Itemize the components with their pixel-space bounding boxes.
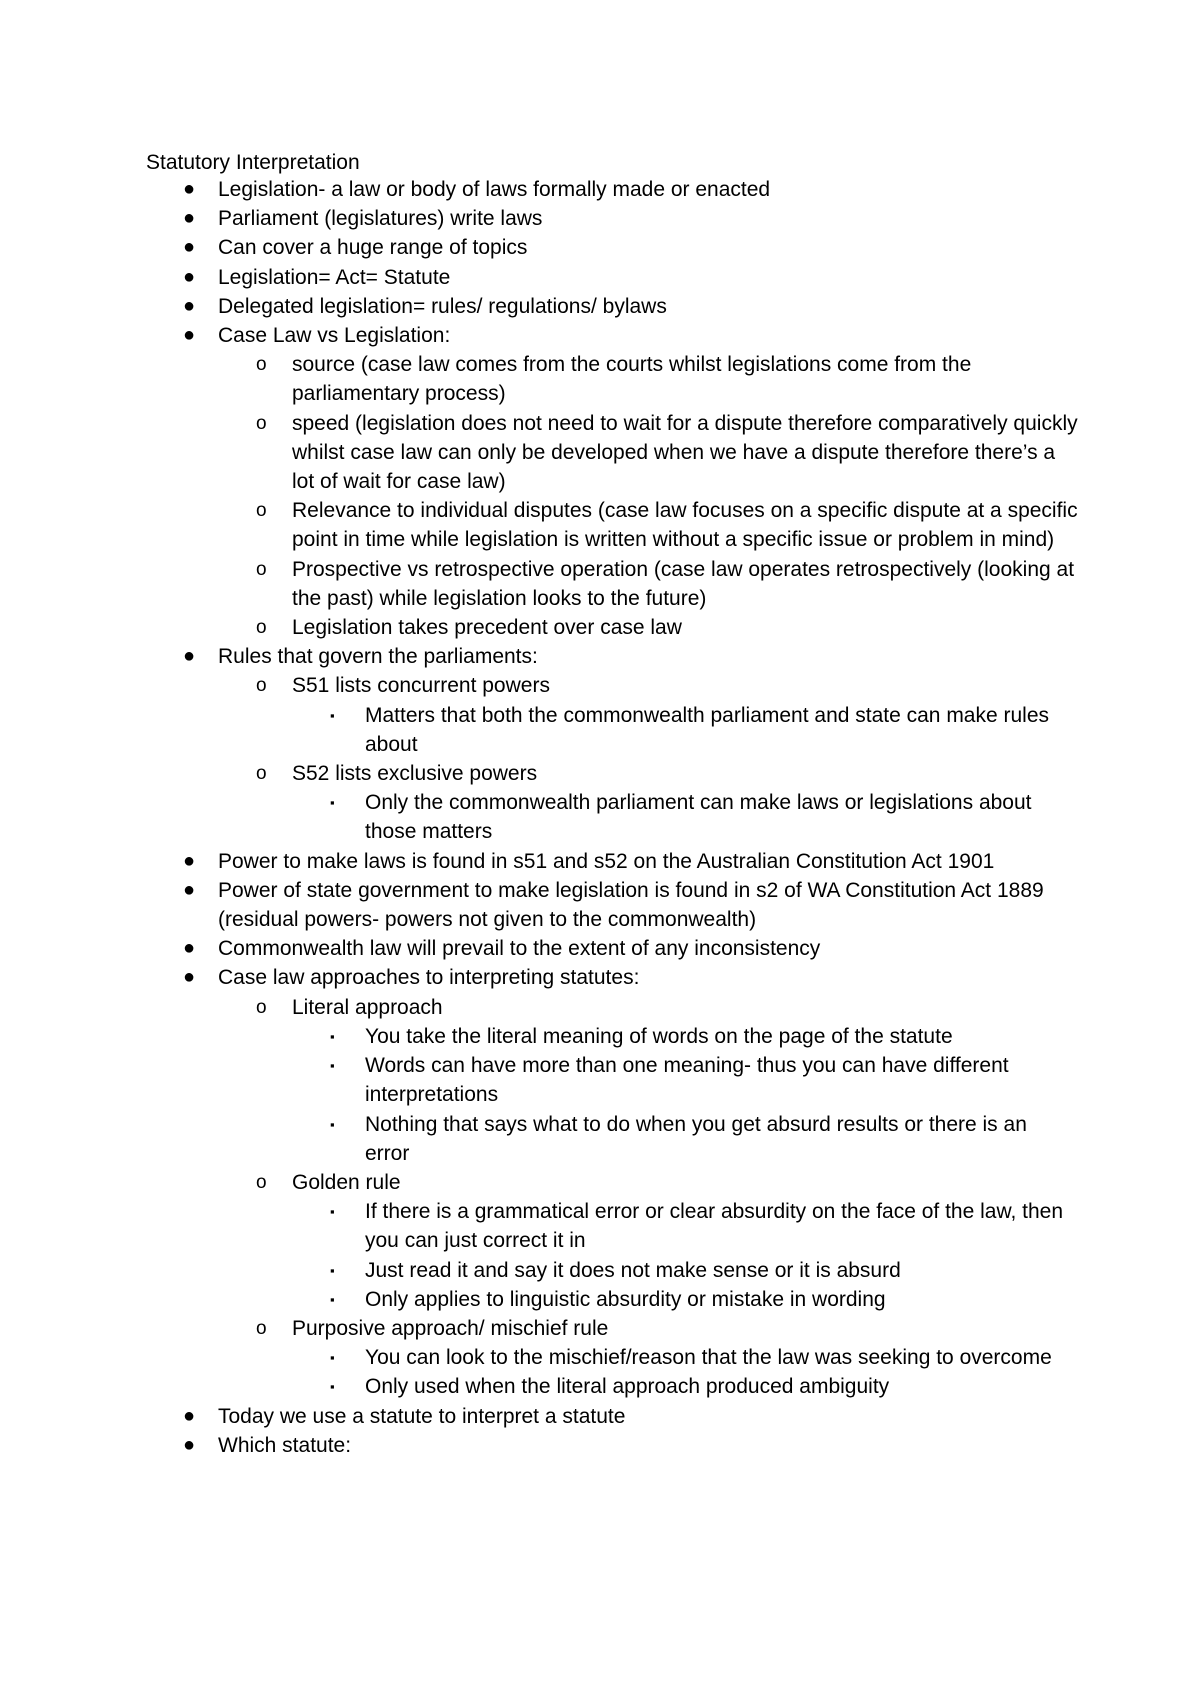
list-item-text: If there is a grammatical error or clear absurdity on the face of the law, then you can just correct it in <box>365 1200 1064 1253</box>
list-item <box>0 292 1200 321</box>
list-item <box>0 175 1200 204</box>
list-item-text: Literal approach <box>292 995 443 1019</box>
bullet-dot-icon: ● <box>183 645 196 668</box>
list-item-text: Prospective vs retrospective operation (case law operates retrospectively (looking at the past) while legislation looks to the future) <box>292 557 1075 610</box>
bullet-square-icon: ▪ <box>330 1379 335 1395</box>
bullet-square-icon: ▪ <box>330 1204 335 1220</box>
document-title: Statutory Interpretation <box>146 151 360 174</box>
bullet-square-icon: ▪ <box>330 795 335 811</box>
bullet-dot-icon: ● <box>183 207 196 230</box>
bullet-circle-icon: o <box>256 1171 267 1193</box>
list-item-text: Power to make laws is found in s51 and s52 on the Australian Constitution Act 1901 <box>218 849 995 873</box>
list-item <box>0 613 1200 642</box>
list-item <box>0 1022 1200 1051</box>
bullet-circle-icon: o <box>256 558 267 580</box>
bullet-circle-icon: o <box>256 412 267 434</box>
list-item-text: Which statute: <box>218 1433 352 1457</box>
list-item <box>0 788 1200 846</box>
list-item-text: Relevance to individual disputes (case law focuses on a specific dispute at a specific point in time while legislation is written without a specific issue or problem in mind) <box>292 499 1078 552</box>
list-item-text: Legislation- a law or body of laws formally made or enacted <box>218 178 771 201</box>
bullet-dot-icon: ● <box>183 324 196 347</box>
list-item <box>0 876 1200 934</box>
list-item <box>0 1402 1200 1431</box>
list-item-text: Only the commonwealth parliament can make laws or legislations about those matters <box>365 791 1032 844</box>
list-item <box>0 263 1200 292</box>
list-item <box>0 321 1200 350</box>
list-item <box>0 1285 1200 1314</box>
list-item <box>0 963 1200 992</box>
bullet-square-icon: ▪ <box>330 1291 335 1307</box>
list-item-text: You take the literal meaning of words on the page of the statute <box>365 1024 953 1048</box>
list-item <box>0 204 1200 233</box>
list-item <box>0 1314 1200 1343</box>
list-item <box>0 1110 1200 1168</box>
bullet-circle-icon: o <box>256 354 267 376</box>
list-item-text: Can cover a huge range of topics <box>218 236 528 260</box>
bullet-circle-icon: o <box>256 1317 267 1339</box>
list-item-text: Matters that both the commonwealth parliament and state can make rules about <box>365 703 1050 756</box>
list-item <box>0 1197 1200 1255</box>
bullet-dot-icon: ● <box>183 294 196 317</box>
list-item-text: Commonwealth law will prevail to the extent of any inconsistency <box>218 937 821 961</box>
list-item <box>0 496 1200 554</box>
list-item-text: S52 lists exclusive powers <box>292 762 538 786</box>
list-item-text: Rules that govern the parliaments: <box>218 645 538 669</box>
list-item <box>0 1051 1200 1109</box>
list-item-text: Legislation= Act= Statute <box>218 265 451 289</box>
bullet-square-icon: ▪ <box>330 1028 335 1044</box>
bullet-dot-icon: ● <box>183 1404 196 1427</box>
list-item <box>0 1343 1200 1372</box>
list-item-text: Delegated legislation= rules/ regulations/ bylaws <box>218 294 667 318</box>
bullet-square-icon: ▪ <box>330 1116 335 1132</box>
bullet-circle-icon: o <box>256 675 267 697</box>
bullet-square-icon: ▪ <box>330 1262 335 1278</box>
bullet-dot-icon: ● <box>183 178 196 200</box>
bullet-circle-icon: o <box>256 996 267 1018</box>
list-item-text: Golden rule <box>292 1170 401 1194</box>
list-item <box>0 934 1200 963</box>
list-item <box>0 701 1200 759</box>
notes-list <box>0 175 1200 1460</box>
list-item-text: S51 lists concurrent powers <box>292 674 550 698</box>
list-item-text: speed (legislation does not need to wait for a dispute therefore comparatively quickly whilst case law can only be developed when we have a dispute therefore there’s a lot of wait for case law) <box>292 411 1078 494</box>
bullet-circle-icon: o <box>256 617 267 639</box>
list-item <box>0 233 1200 262</box>
bullet-dot-icon: ● <box>183 849 196 872</box>
list-item <box>0 1431 1200 1460</box>
list-item <box>0 847 1200 876</box>
bullet-square-icon: ▪ <box>330 1058 335 1074</box>
list-item-text: Case law approaches to interpreting statutes: <box>218 966 640 990</box>
list-item-text: Case Law vs Legislation: <box>218 324 451 348</box>
list-item-text: Words can have more than one meaning- thus you can have different interpretations <box>365 1054 1009 1107</box>
list-item-text: Purposive approach/ mischief rule <box>292 1316 609 1340</box>
bullet-square-icon: ▪ <box>330 1350 335 1366</box>
list-item-text: source (case law comes from the courts whilst legislations come from the parliamentary process) <box>292 353 972 406</box>
list-item <box>0 350 1200 408</box>
list-item <box>0 671 1200 700</box>
bullet-dot-icon: ● <box>183 236 196 259</box>
list-item-text: You can look to the mischief/reason that the law was seeking to overcome <box>365 1346 1052 1370</box>
bullet-dot-icon: ● <box>183 878 196 901</box>
list-item-text: Only applies to linguistic absurdity or mistake in wording <box>365 1287 886 1311</box>
list-item <box>0 555 1200 613</box>
list-item <box>0 993 1200 1022</box>
list-item <box>0 1256 1200 1285</box>
list-item <box>0 1372 1200 1401</box>
bullet-dot-icon: ● <box>183 937 196 960</box>
bullet-circle-icon: o <box>256 763 267 785</box>
bullet-circle-icon: o <box>256 500 267 522</box>
list-item-text: Parliament (legislatures) write laws <box>218 207 543 231</box>
list-item <box>0 642 1200 671</box>
list-item-text: Nothing that says what to do when you get absurd results or there is an error <box>365 1112 1027 1165</box>
bullet-dot-icon: ● <box>183 966 196 989</box>
bullet-dot-icon: ● <box>183 265 196 288</box>
bullet-square-icon: ▪ <box>330 707 335 723</box>
list-item <box>0 759 1200 788</box>
bullet-dot-icon: ● <box>183 1433 196 1456</box>
list-item-text: Just read it and say it does not make sense or it is absurd <box>365 1258 901 1282</box>
list-item <box>0 409 1200 497</box>
list-item-text: Only used when the literal approach produced ambiguity <box>365 1375 890 1399</box>
list-item <box>0 1168 1200 1197</box>
list-item-text: Today we use a statute to interpret a statute <box>218 1404 626 1428</box>
list-item-text: Power of state government to make legislation is found in s2 of WA Constitution Act 1889 (residual powers- powers not given to the commonwealth) <box>218 878 1044 932</box>
list-item-text: Legislation takes precedent over case law <box>292 616 682 640</box>
